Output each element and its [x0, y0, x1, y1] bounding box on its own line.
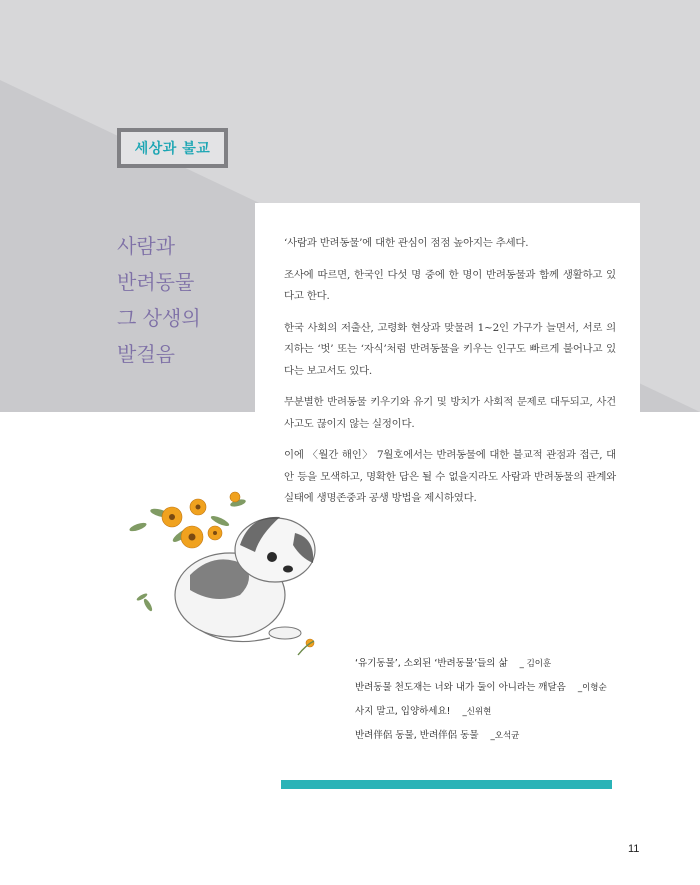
accent-bar [281, 780, 612, 789]
list-item[interactable] [355, 700, 607, 724]
article-title: 반려伴侶 동물, 반려伴侶 동물 [355, 730, 479, 741]
page-number: 11 [628, 843, 640, 855]
feature-title [117, 228, 201, 372]
title-line: 발걸음 [117, 342, 175, 366]
article-author: _이형순 [577, 683, 607, 693]
paragraph: 이에 〈월간 해인〉 7월호에서는 반려동물에 대한 불교적 관점과 접근, 대안 등을 모색하고, 명확한 답은 될 수 없을지라도 사람과 반려동물의 관계와 실태에 생명존중과 공생 방법을 제시하였다. [284, 449, 616, 504]
list-item[interactable] [355, 724, 607, 748]
dog-and-flowers-illustration [120, 485, 360, 665]
title-line: 사람과 [117, 234, 175, 258]
paragraph: 무분별한 반려동물 키우기와 유기 및 방치가 사회적 문제로 대두되고, 사건 사고도 끊이지 않는 실정이다. [284, 396, 616, 430]
paragraph: ‘사람과 반려동물’에 대한 관심이 점점 높아지는 추세다. [284, 237, 529, 249]
article-title: 사지 말고, 입양하세요! [355, 706, 451, 717]
title-line: 그 상생의 [117, 306, 201, 330]
intro-text [284, 233, 616, 520]
article-list [355, 652, 607, 748]
article-title: ‘유기동물’, 소외된 ‘반려동물’들의 삶 [355, 658, 508, 669]
list-item[interactable] [355, 652, 607, 676]
article-author: _오석균 [490, 731, 520, 741]
article-author: _ 김이훈 [519, 659, 552, 669]
section-badge: 세상과 불교 [117, 128, 228, 168]
title-line: 반려동물 [117, 270, 195, 294]
list-item[interactable] [355, 676, 607, 700]
article-author: _신위현 [462, 707, 492, 717]
paragraph: 한국 사회의 저출산, 고령화 현상과 맞물려 1~2인 가구가 늘면서, 서로 의지하는 ‘벗’ 또는 ‘자식’처럼 반려동물을 키우는 인구도 빠르게 불어나고 있다는 보고서도 있다. [284, 321, 616, 377]
paragraph: 조사에 따르면, 한국인 다섯 명 중에 한 명이 반려동물과 함께 생활하고 있다고 한다. [284, 268, 616, 302]
article-title: 반려동물 천도재는 너와 내가 둘이 아니라는 깨달음 [355, 682, 566, 693]
